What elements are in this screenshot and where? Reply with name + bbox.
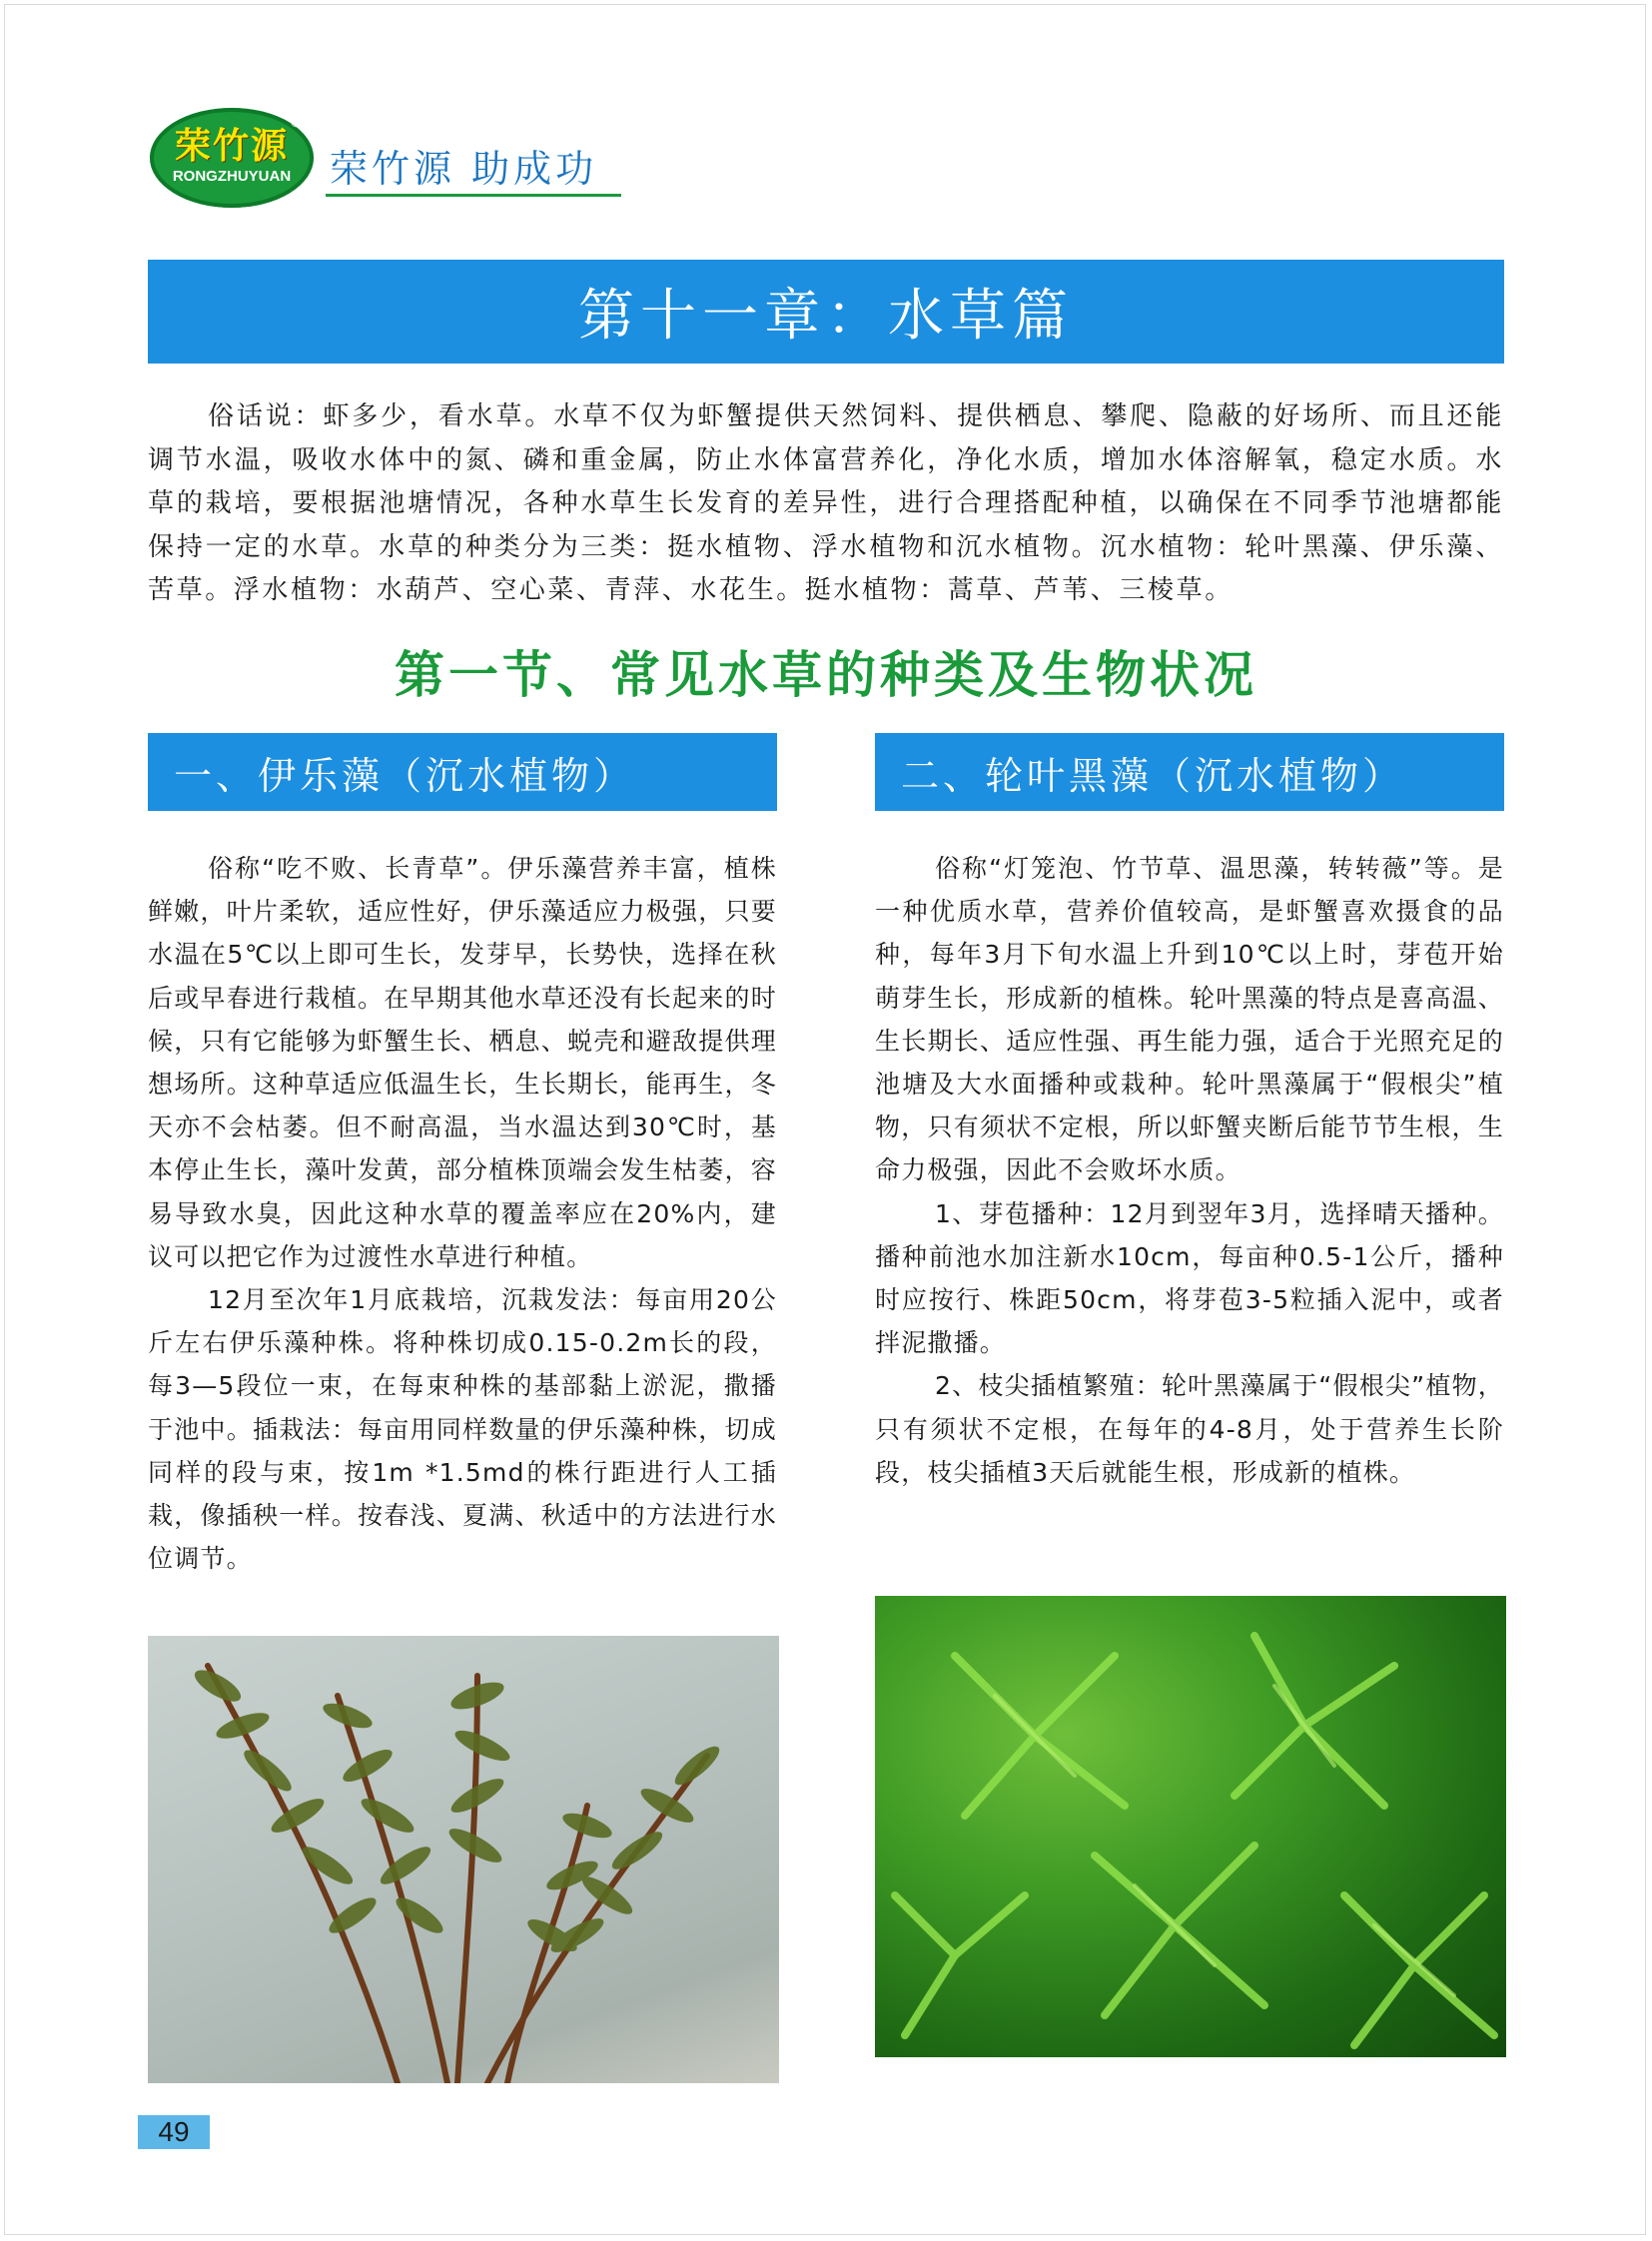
section-title: 第一节、常见水草的种类及生物状况 bbox=[395, 646, 1257, 704]
chapter-banner bbox=[148, 260, 1504, 364]
hydrilla-photo bbox=[875, 1596, 1506, 2057]
left-column-heading: 一、伊乐藻（沉水植物） bbox=[148, 733, 777, 811]
header-slogan: 荣竹源 助成功 bbox=[330, 147, 598, 191]
left-column-text bbox=[148, 847, 777, 1580]
left-paragraph: 俗称“吃不败、长青草”。伊乐藻营养丰富，植株鲜嫩，叶片柔软，适应性好，伊乐藻适应力极强，只要水温在5℃以上即可生长，发芽早，长势快，选择在秋后或早春进行栽植。在早期其他水草还没有长起来的时候，只有它能够为虾蟹生长、栖息、蜕壳和避敌提供理想场所。这种草适应低温生长，生长期长，能再生，冬天亦不会枯萎。但不耐高温，当水温达到30℃时，基本停止生长，藻叶发黄，部分植株顶端会发生枯萎，容易导致水臭，因此这种水草的覆盖率应在20%内，建议可以把它作为过渡性水草进行种植。 bbox=[148, 854, 777, 1271]
hydrilla-illustration bbox=[875, 1596, 1506, 2057]
brand-logo bbox=[150, 108, 314, 208]
elodea-photo bbox=[148, 1636, 779, 2083]
slogan-underline bbox=[326, 194, 621, 197]
elodea-illustration bbox=[148, 1636, 779, 2083]
right-paragraph: 1、芽苞播种：12月到翌年3月，选择晴天播种。播种前池水加注新水10cm，每亩种0.5-1公斤，播种时应按行、株距50cm，将芽苞3-5粒插入泥中，或者拌泥撒播。 bbox=[875, 1198, 1504, 1358]
left-paragraph: 12月至次年1月底栽培，沉栽发法：每亩用20公斤左右伊乐藻种株。将种株切成0.15-0.2m长的段，每3—5段位一束，在每束种株的基部黏上淤泥，撒播于池中。插栽法：每亩用同样数量的伊乐藻种株，切成同样的段与束，按1m *1.5md的株行距进行人工插栽，像插秧一样。按春浅、夏满、秋适中的方法进行水位调节。 bbox=[148, 1285, 777, 1574]
right-paragraph: 俗称“灯笼泡、竹节草、温思藻，转转薇”等。是一种优质水草，营养价值较高，是虾蟹喜欢摄食的品种，每年3月下旬水温上升到10℃以上时，芽苞开始萌芽生长，形成新的植株。轮叶黑藻的特点是喜高温、生长期长、适应性强、再生能力强，适合于光照充足的池塘及大水面播种或栽种。轮叶黑藻属于“假根尖”植物，只有须状不定根，所以虾蟹夹断后能节节生根，生命力极强，因此不会败坏水质。 bbox=[875, 854, 1504, 1185]
logo-chinese-text: 荣竹源 bbox=[174, 125, 289, 167]
page-number: 49 bbox=[138, 2115, 210, 2149]
right-column-heading: 二、轮叶黑藻（沉水植物） bbox=[875, 733, 1504, 811]
right-column-text bbox=[875, 847, 1504, 1494]
chapter-title: 第十一章：水草篇 bbox=[578, 284, 1074, 349]
right-paragraph: 2、枝尖插植繁殖：轮叶黑藻属于“假根尖”植物，只有须状不定根，在每年的4-8月，处于营养生长阶段，枝尖插植3天后就能生根，形成新的植株。 bbox=[875, 1371, 1504, 1487]
chapter-intro: 俗话说：虾多少，看水草。水草不仅为虾蟹提供天然饲料、提供栖息、攀爬、隐蔽的好场所、而且还能调节水温，吸收水体中的氮、磷和重金属，防止水体富营养化，净化水质，增加水体溶解氧，稳定水质。水草的栽培，要根据池塘情况，各种水草生长发育的差异性，进行合理搭配种植，以确保在不同季节池塘都能保持一定的水草。水草的种类分为三类：挺水植物、浮水植物和沉水植物。沉水植物：轮叶黑藻、伊乐藻、苦草。浮水植物：水葫芦、空心菜、青萍、水花生。挺水植物：蒿草、芦苇、三棱草。 bbox=[148, 401, 1504, 606]
logo-english-text: RONGZHUYUAN bbox=[172, 168, 292, 185]
registered-mark: ® bbox=[290, 116, 302, 130]
